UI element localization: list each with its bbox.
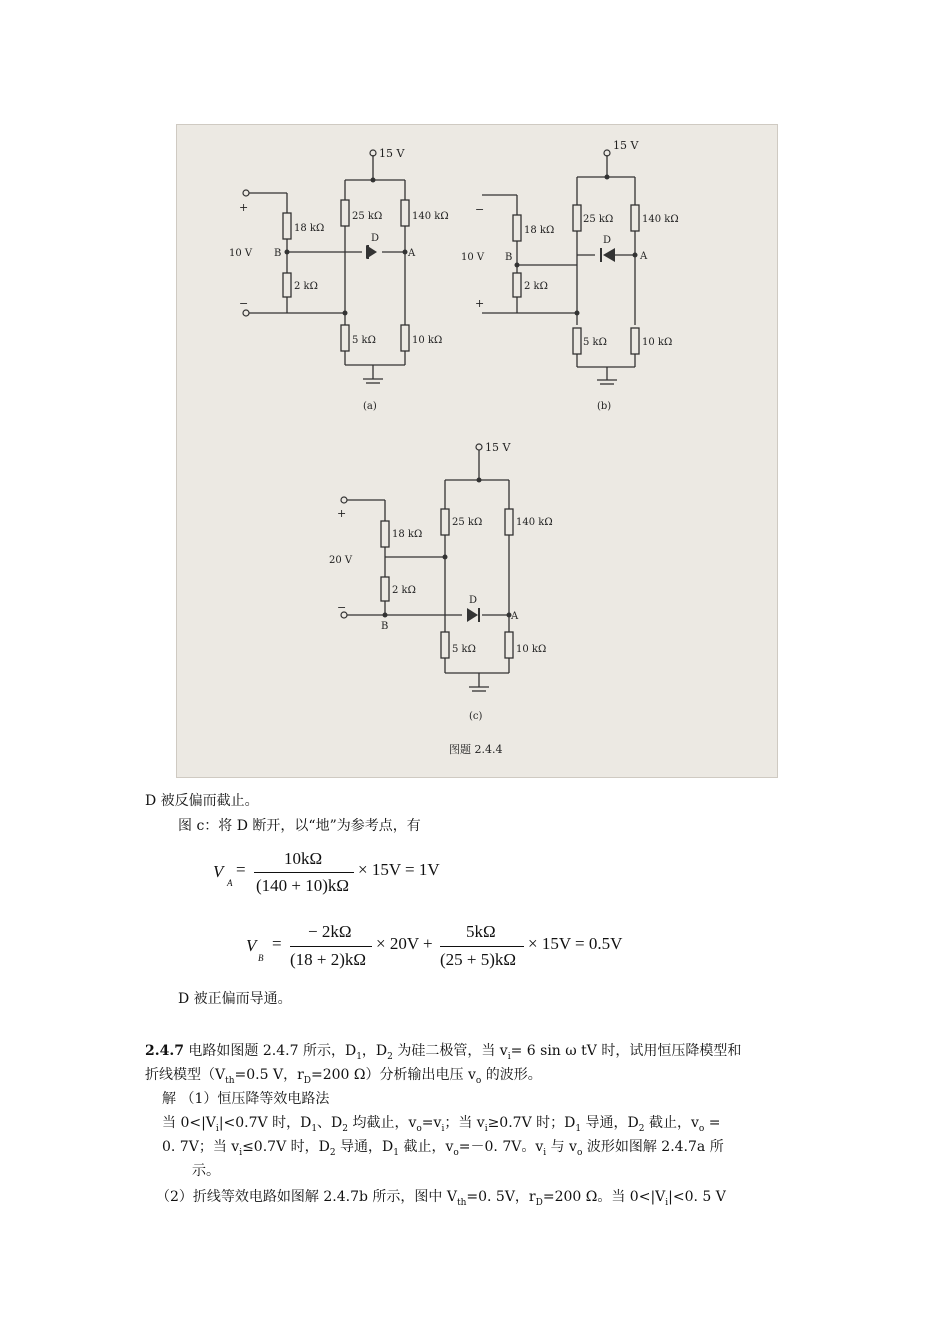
caption-c: (c) bbox=[469, 711, 483, 722]
diode-label-c: D bbox=[469, 595, 478, 606]
r-bot-label-b: 2 kΩ bbox=[524, 281, 548, 292]
r3-label-c: 5 kΩ bbox=[452, 644, 476, 655]
supply-label-b: 15 V bbox=[613, 139, 639, 152]
eq-va-numerator: 10kΩ bbox=[284, 849, 323, 868]
node-b-label-a: B bbox=[274, 248, 282, 259]
text-line-1: D 被反偏而截止。 bbox=[145, 793, 259, 809]
eq-vb-fraction-bar-2 bbox=[440, 946, 524, 947]
problem-line-2: 折线模型（$V_{th}=0.5$ V，$r_D=200$ Ω）分析输出电压 $v_o$ 的波形。 bbox=[145, 1067, 542, 1086]
eq-vb-rest: × 15V = 0.5V bbox=[528, 934, 623, 953]
r2-label-a: 140 kΩ bbox=[412, 211, 449, 222]
minus-label-a: − bbox=[239, 297, 249, 310]
eq-va-lhs: V bbox=[213, 862, 224, 881]
node-b-label-b: B bbox=[505, 252, 513, 263]
r4-label-a: 10 kΩ bbox=[412, 335, 443, 346]
diode-label-a: D bbox=[371, 233, 380, 244]
r1-label-a: 25 kΩ bbox=[352, 211, 383, 222]
eq-vb-equals: = bbox=[272, 934, 282, 953]
eq-vb-numerator-1: − 2kΩ bbox=[308, 922, 352, 941]
r-bot-label-c: 2 kΩ bbox=[392, 585, 416, 596]
node-a-label-a: A bbox=[408, 248, 416, 259]
r2-label-b: 140 kΩ bbox=[642, 214, 679, 225]
text-line-2: 图 c：将 D 断开，以“地”为参考点，有 bbox=[178, 818, 421, 834]
r-bot-label-a: 2 kΩ bbox=[294, 281, 318, 292]
eq-va-denominator: (140 + 10)kΩ bbox=[256, 876, 350, 895]
r3-label-b: 5 kΩ bbox=[583, 337, 607, 348]
node-b-label-c: B bbox=[381, 621, 389, 632]
problem-number: 2.4.7 bbox=[145, 1043, 184, 1059]
minus-label-b: − bbox=[475, 203, 485, 216]
source-label-a: 10 V bbox=[229, 248, 253, 259]
r2-label-c: 140 kΩ bbox=[516, 517, 553, 528]
node-a-label-b: A bbox=[640, 251, 648, 262]
solution-line-4: （2）折线等效电路如图解 2.4.7b 所示，图中 $V_{th}=0$. 5V，$r_D=200$ Ω。当 $0<|V_i|<0$. 5 V bbox=[156, 1189, 726, 1208]
caption-b: (b) bbox=[597, 401, 612, 412]
r4-label-b: 10 kΩ bbox=[642, 337, 673, 348]
eq-vb-lhs: V bbox=[246, 936, 257, 955]
eq-va-equals: = bbox=[236, 860, 246, 879]
eq-va-fraction-bar bbox=[254, 872, 354, 873]
r-top-label-a: 18 kΩ bbox=[294, 223, 325, 234]
solution-line-3: 示。 bbox=[192, 1163, 220, 1179]
eq-va-rest: × 15V = 1V bbox=[358, 860, 440, 879]
caption-a: (a) bbox=[363, 401, 377, 412]
figure-caption: 图题 2.4.4 bbox=[449, 743, 503, 756]
problem-line-1: 2.4.7 电路如图题 2.4.7 所示，$D_1$，$D_2$ 为硅二极管，当 $v_i= 6$ sin ω tV 时，试用恒压降模型和 bbox=[145, 1043, 742, 1062]
text-line-3: D 被正偏而导通。 bbox=[178, 991, 292, 1007]
eq-vb-middle: × 20V + bbox=[376, 934, 433, 953]
r3-label-a: 5 kΩ bbox=[352, 335, 376, 346]
eq-va-lhs-sub: A bbox=[227, 878, 233, 888]
circuit-figure bbox=[176, 124, 778, 778]
diode-label-b: D bbox=[603, 235, 612, 246]
supply-label-c: 15 V bbox=[485, 441, 511, 454]
r4-label-c: 10 kΩ bbox=[516, 644, 547, 655]
plus-label-b: + bbox=[475, 297, 485, 310]
eq-vb-lhs-sub: B bbox=[258, 953, 264, 963]
source-label-b: 10 V bbox=[461, 252, 485, 263]
eq-vb-denominator-2: (25 + 5)kΩ bbox=[440, 950, 517, 969]
node-a-label-c: A bbox=[511, 611, 519, 622]
solution-line-2: 0. 7V；当 $v_i\le 0.7V$ 时，$D_2$ 导通，$D_1$ 截止，$v_o=-0$. 7V。$v_i$ 与 $v_o$ 波形如图解 2.4.7a 所 bbox=[162, 1139, 724, 1158]
r1-label-b: 25 kΩ bbox=[583, 214, 614, 225]
source-label-c: 20 V bbox=[329, 555, 353, 566]
eq-vb-denominator-1: (18 + 2)kΩ bbox=[290, 950, 367, 969]
r-top-label-b: 18 kΩ bbox=[524, 225, 555, 236]
r-top-label-c: 18 kΩ bbox=[392, 529, 423, 540]
eq-vb-numerator-2: 5kΩ bbox=[466, 922, 496, 941]
minus-label-c: − bbox=[337, 601, 347, 614]
eq-vb-fraction-bar-1 bbox=[290, 946, 372, 947]
plus-label-a: + bbox=[239, 201, 249, 214]
supply-label-a: 15 V bbox=[379, 147, 405, 160]
solution-heading: 解 （1）恒压降等效电路法 bbox=[162, 1091, 330, 1107]
r1-label-c: 25 kΩ bbox=[452, 517, 483, 528]
circuit-diagram bbox=[177, 125, 777, 777]
solution-line-1: 当 $0<|V_i|<0.7V$ 时，$D_1$、$D_2$ 均截止，$v_o=v_i$；当 $v_i\ge 0.7V$ 时；$D_1$ 导通，$D_2$ 截止，$v_o$ = bbox=[162, 1115, 721, 1134]
plus-label-c: + bbox=[337, 507, 347, 520]
